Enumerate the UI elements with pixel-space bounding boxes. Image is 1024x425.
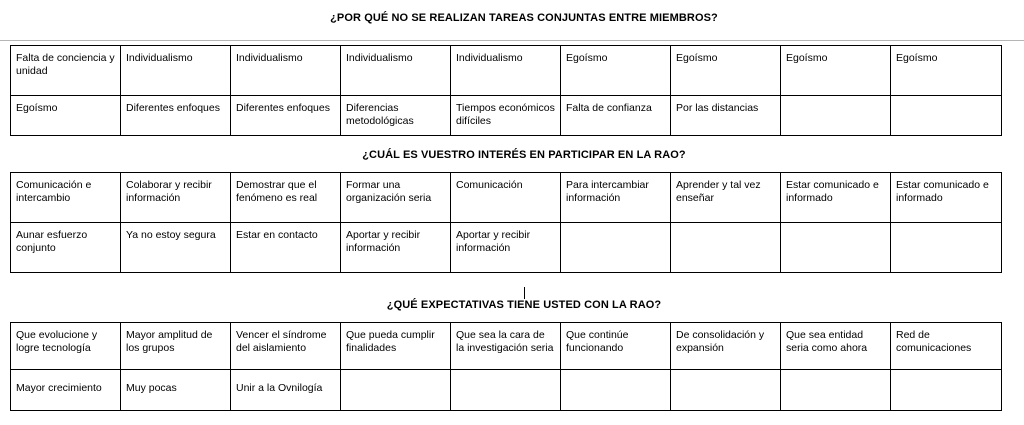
table-row <box>11 223 1002 273</box>
table-cell: Egoísmo <box>891 46 1002 96</box>
table-interest-in-rao <box>10 172 1002 273</box>
table-why-no-joint-tasks <box>10 45 1002 136</box>
table-cell: Aunar esfuerzo conjunto <box>11 223 121 273</box>
table-row <box>11 323 1002 370</box>
table-cell: Aprender y tal vez enseñar <box>671 173 781 223</box>
table-cell: Formar una organización seria <box>341 173 451 223</box>
table-cell <box>561 370 671 411</box>
table-cell: Muy pocas <box>121 370 231 411</box>
section-heading-expectations-rao: ¿QUÉ EXPECTATIVAS TIENE USTED CON LA RAO? <box>386 299 662 311</box>
section-heading-interest-in-rao: ¿CUÁL ES VUESTRO INTERÉS EN PARTICIPAR EN LA RAO? <box>362 149 686 161</box>
table-row <box>11 46 1002 96</box>
table-cell: Estar comunicado e informado <box>891 173 1002 223</box>
table-cell: Que sea la cara de la investigación seria <box>451 323 561 370</box>
table-cell: Tiempos económicos difíciles <box>451 96 561 136</box>
table-cell: Estar comunicado e informado <box>781 173 891 223</box>
table-cell: Diferentes enfoques <box>231 96 341 136</box>
table-cell: De consolidación y expansión <box>671 323 781 370</box>
table-cell: Egoísmo <box>561 46 671 96</box>
table-cell: Para intercambiar información <box>561 173 671 223</box>
table-cell: Falta de conciencia y unidad <box>11 46 121 96</box>
table-cell: Mayor crecimiento <box>11 370 121 411</box>
table-cell: Egoísmo <box>671 46 781 96</box>
table-cell <box>451 370 561 411</box>
table-cell: Red de comunicaciones <box>891 323 1002 370</box>
table-cell <box>341 370 451 411</box>
table-cell: Aportar y recibir información <box>451 223 561 273</box>
table-cell: Demostrar que el fenómeno es real <box>231 173 341 223</box>
table-cell <box>891 370 1002 411</box>
table-cell: Individualismo <box>341 46 451 96</box>
table-cell <box>781 370 891 411</box>
table-cell <box>781 223 891 273</box>
table-cell: Egoísmo <box>781 46 891 96</box>
table-cell <box>891 223 1002 273</box>
table-cell: Que evolucione y logre tecnología <box>11 323 121 370</box>
table-cell: Comunicación e intercambio <box>11 173 121 223</box>
table-row <box>11 96 1002 136</box>
table-cell: Ya no estoy segura <box>121 223 231 273</box>
table-cell <box>891 96 1002 136</box>
table-expectations-rao <box>10 322 1002 411</box>
table-cell: Unir a la Ovnilogía <box>231 370 341 411</box>
table-cell: Comunicación <box>451 173 561 223</box>
table-cell <box>561 223 671 273</box>
table-cell <box>671 223 781 273</box>
text-cursor <box>524 287 525 299</box>
table-cell: Vencer el síndrome del aislamiento <box>231 323 341 370</box>
table-cell: Colaborar y recibir información <box>121 173 231 223</box>
section-heading-why-no-joint-tasks: ¿POR QUÉ NO SE REALIZAN TAREAS CONJUNTAS ENTRE MIEMBROS? <box>330 12 718 24</box>
table-cell: Egoísmo <box>11 96 121 136</box>
table-cell <box>671 370 781 411</box>
table-cell: Estar en contacto <box>231 223 341 273</box>
table-cell: Que sea entidad seria como ahora <box>781 323 891 370</box>
table-cell: Individualismo <box>451 46 561 96</box>
table-cell: Diferencias metodológicas <box>341 96 451 136</box>
table-cell: Por las distancias <box>671 96 781 136</box>
table-cell: Aportar y recibir información <box>341 223 451 273</box>
table-cell: Que continúe funcionando <box>561 323 671 370</box>
table-cell: Individualismo <box>121 46 231 96</box>
table-cell <box>781 96 891 136</box>
table-row <box>11 173 1002 223</box>
table-cell: Falta de confianza <box>561 96 671 136</box>
top-divider <box>0 40 1024 41</box>
table-cell: Individualismo <box>231 46 341 96</box>
table-cell: Que pueda cumplir finalidades <box>341 323 451 370</box>
table-cell: Diferentes enfoques <box>121 96 231 136</box>
table-row <box>11 370 1002 411</box>
table-cell: Mayor amplitud de los grupos <box>121 323 231 370</box>
